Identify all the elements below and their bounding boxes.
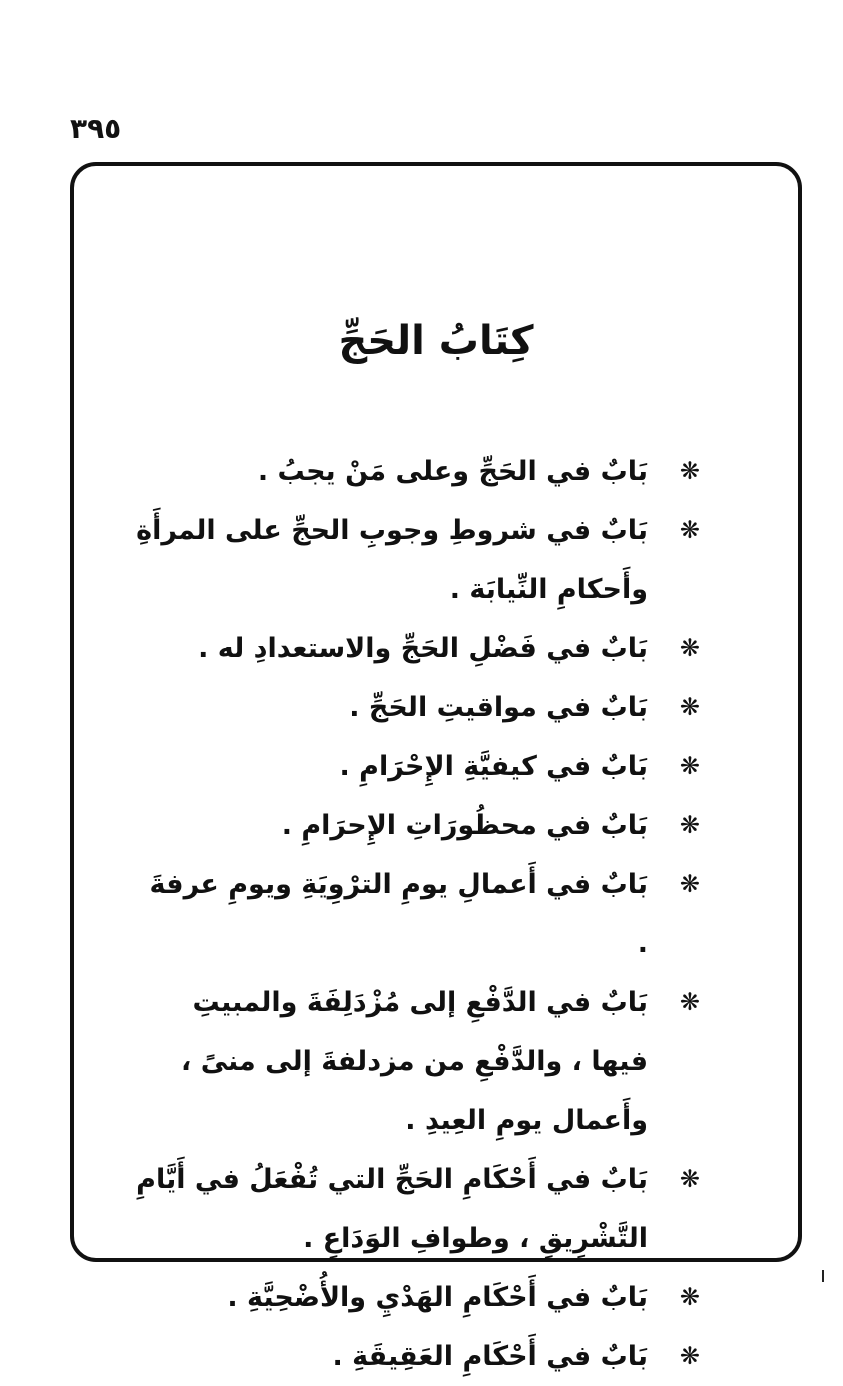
asterisk-bullet-icon: ❋	[679, 752, 700, 780]
entry-text: بَابٌ في محظُورَاتِ الإِحرَامِ .	[281, 810, 648, 841]
entry-text: بَابٌ في الدَّفْعِ إلى مُزْدَلِفَةَ والمبيتِ فيها ، والدَّفْعِ من مزدلفةَ إلى منىً ، وأَعمال يومِ العِيدِ .	[181, 987, 648, 1136]
entry-text: بَابٌ في فَضْلِ الحَجِّ والاستعدادِ له .	[198, 633, 648, 664]
list-item	[130, 442, 700, 501]
list-item	[130, 1150, 700, 1268]
asterisk-bullet-icon: ❋	[679, 988, 700, 1016]
entry-text: بَابٌ في مواقيتِ الحَجِّ .	[349, 692, 648, 723]
asterisk-bullet-icon: ❋	[679, 1342, 700, 1370]
list-item	[130, 855, 700, 973]
entry-text: بَابٌ في الحَجِّ وعلى مَنْ يجبُ .	[257, 456, 648, 487]
asterisk-bullet-icon: ❋	[679, 634, 700, 662]
chapter-contents-list	[130, 442, 700, 1386]
list-item	[130, 737, 700, 796]
asterisk-bullet-icon: ❋	[679, 693, 700, 721]
entry-text: بَابٌ في أَعمالِ يومِ الترْوِيَةِ ويومِ عرفةَ .	[149, 869, 648, 959]
asterisk-bullet-icon: ❋	[679, 1165, 700, 1193]
page-number: ٣٩٥	[70, 112, 122, 145]
chapter-title: كِتَابُ الحَجِّ	[338, 318, 534, 364]
list-item	[130, 796, 700, 855]
entry-text: بَابٌ في شروطِ وجوبِ الحجِّ على المرأَةِ وأَحكامِ النِّيابَة .	[136, 515, 648, 605]
entry-text: بَابٌ في أَحْكَامِ العَقِيقَةِ .	[332, 1341, 648, 1372]
scan-mark	[822, 1270, 824, 1282]
list-item	[130, 678, 700, 737]
asterisk-bullet-icon: ❋	[679, 457, 700, 485]
asterisk-bullet-icon: ❋	[679, 811, 700, 839]
list-item	[130, 973, 700, 1150]
asterisk-bullet-icon: ❋	[679, 516, 700, 544]
list-item	[130, 501, 700, 619]
asterisk-bullet-icon: ❋	[679, 1283, 700, 1311]
entry-text: بَابٌ في أَحْكَامِ الحَجِّ التي تُفْعَلُ في أَيَّامِ التَّشْرِيقِ ، وطوافِ الوَدَاعِ .	[136, 1164, 648, 1254]
asterisk-bullet-icon: ❋	[679, 870, 700, 898]
list-item	[130, 1268, 700, 1327]
entry-text: بَابٌ في كيفيَّةِ الإِحْرَامِ .	[339, 751, 648, 782]
entry-text: بَابٌ في أَحْكَامِ الهَدْيِ والأُضْحِيَّةِ .	[227, 1282, 648, 1313]
list-item	[130, 1327, 700, 1386]
list-item	[130, 619, 700, 678]
